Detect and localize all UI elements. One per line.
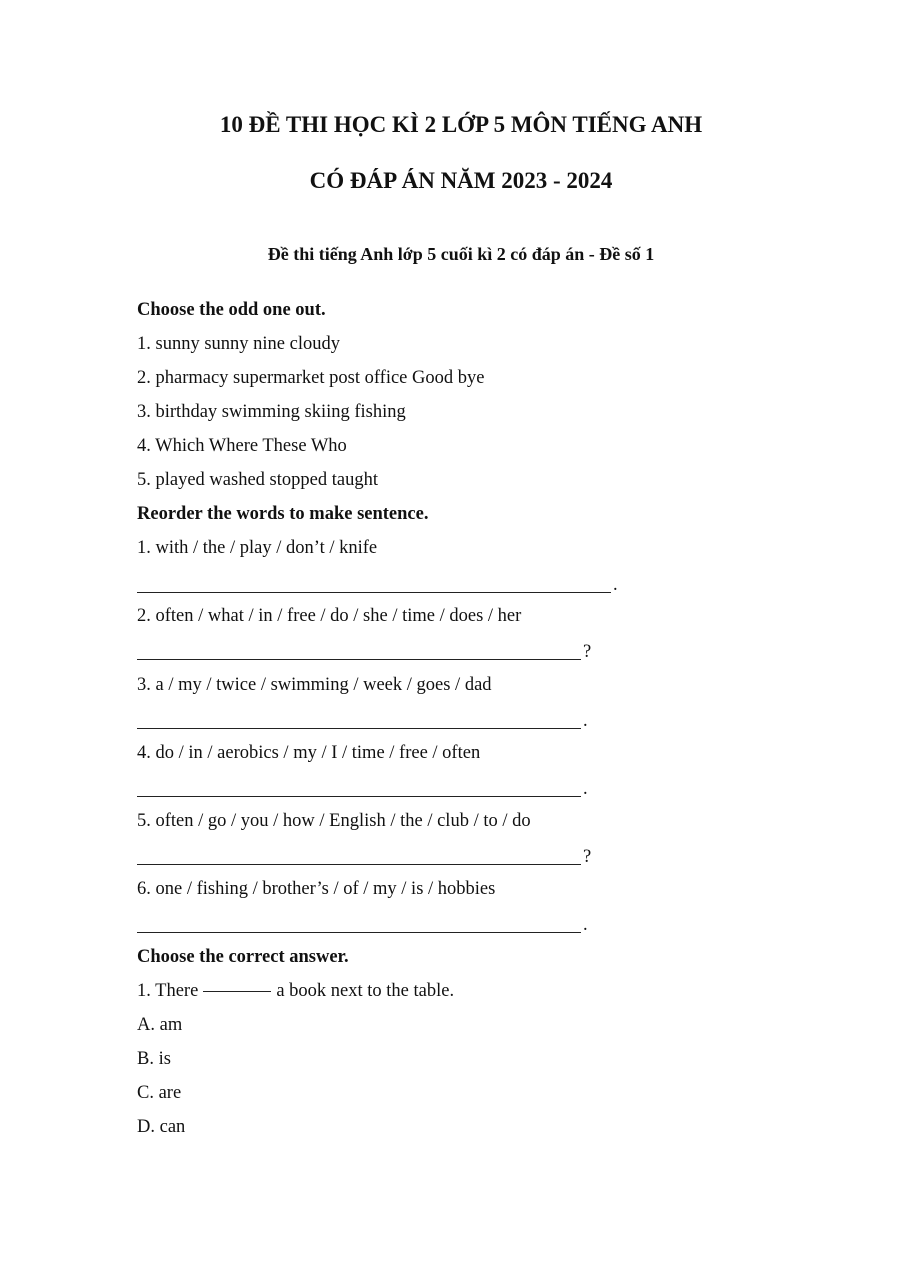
section-heading-odd-one-out: Choose the odd one out. xyxy=(137,300,326,320)
odd-one-out-item: 3. birthday swimming skiing fishing xyxy=(137,402,406,422)
odd-one-out-item: 5. played washed stopped taught xyxy=(137,470,378,490)
answer-option[interactable]: D. can xyxy=(137,1117,186,1137)
answer-blank-line[interactable] xyxy=(137,777,588,801)
sentence-end-mark: . xyxy=(613,575,618,595)
underline xyxy=(137,864,581,865)
answer-blank-line[interactable] xyxy=(137,845,591,869)
sentence-end-mark: ? xyxy=(583,847,592,867)
reorder-prompt: 4. do / in / aerobics / my / I / time / free / often xyxy=(137,743,481,763)
odd-one-out-item: 2. pharmacy supermarket post office Good bye xyxy=(137,368,485,388)
document-title-line-2: CÓ ĐÁP ÁN NĂM 2023 - 2024 xyxy=(309,168,613,193)
sentence-end-mark: ? xyxy=(583,642,592,662)
underline xyxy=(137,796,581,797)
reorder-prompt: 1. with / the / play / don’t / knife xyxy=(137,538,378,558)
answer-blank-line[interactable] xyxy=(137,709,588,733)
question-text-before: 1. There xyxy=(137,981,199,1001)
underline xyxy=(137,728,581,729)
sentence-end-mark: . xyxy=(583,915,588,935)
answer-option[interactable]: C. are xyxy=(137,1083,182,1103)
fill-in-blank[interactable] xyxy=(203,991,271,992)
question-text-after: a book next to the table. xyxy=(276,981,455,1001)
answer-blank-line[interactable] xyxy=(137,573,618,597)
section-heading-reorder: Reorder the words to make sentence. xyxy=(137,504,429,524)
mc-question xyxy=(137,979,454,1003)
exam-subtitle: Đề thi tiếng Anh lớp 5 cuối kì 2 có đáp án - Đề số 1 xyxy=(267,244,655,264)
answer-option[interactable]: A. am xyxy=(137,1015,183,1035)
reorder-prompt: 2. often / what / in / free / do / she / time / does / her xyxy=(137,606,522,626)
underline xyxy=(137,932,581,933)
reorder-prompt: 5. often / go / you / how / English / the / club / to / do xyxy=(137,811,531,831)
odd-one-out-item: 1. sunny sunny nine cloudy xyxy=(137,334,340,354)
sentence-end-mark: . xyxy=(583,711,588,731)
odd-one-out-item: 4. Which Where These Who xyxy=(137,436,347,456)
answer-blank-line[interactable] xyxy=(137,913,588,937)
document-title-line-1: 10 ĐỀ THI HỌC KÌ 2 LỚP 5 MÔN TIẾNG ANH xyxy=(219,112,703,137)
answer-blank-line[interactable] xyxy=(137,640,591,664)
reorder-prompt: 6. one / fishing / brother’s / of / my / is / hobbies xyxy=(137,879,496,899)
section-heading-correct-answer: Choose the correct answer. xyxy=(137,947,349,967)
reorder-prompt: 3. a / my / twice / swimming / week / goes / dad xyxy=(137,675,492,695)
underline xyxy=(137,592,611,593)
underline xyxy=(137,659,581,660)
answer-option[interactable]: B. is xyxy=(137,1049,171,1069)
sentence-end-mark: . xyxy=(583,779,588,799)
